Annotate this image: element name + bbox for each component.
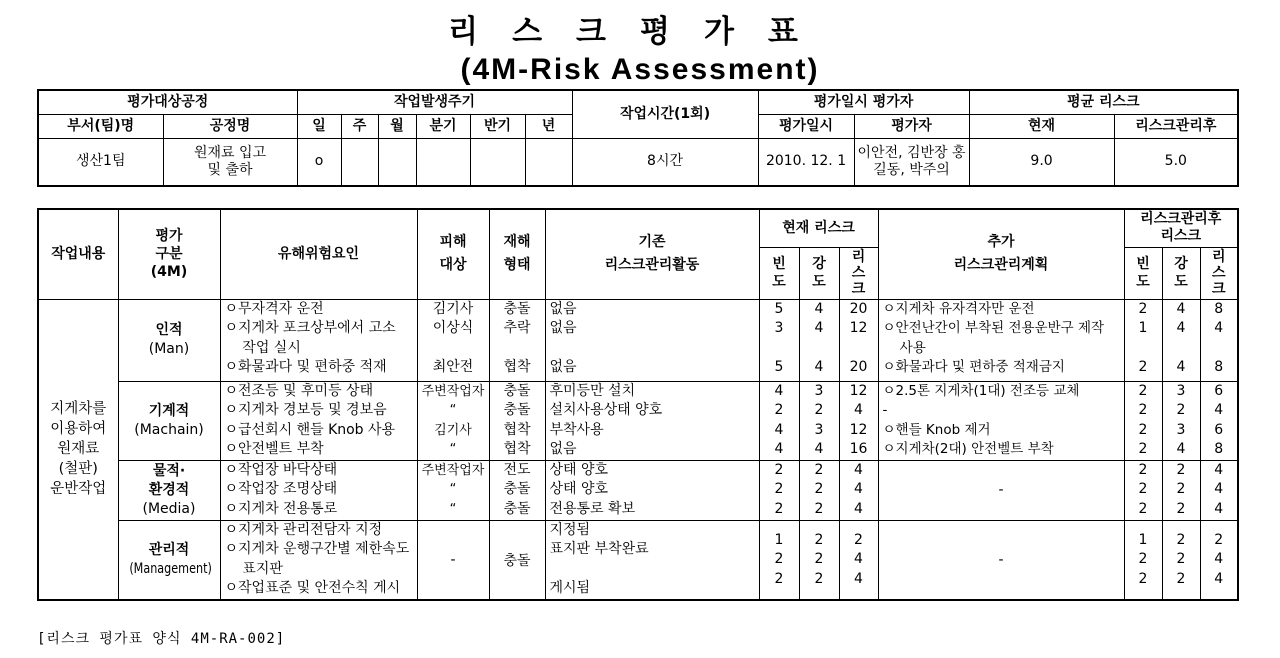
category-machine	[118, 381, 220, 460]
victim-list: -	[417, 520, 489, 600]
cur-sev-list: 2 2 2	[799, 520, 839, 600]
cur-risk-list: 12 4 12 16	[839, 381, 878, 460]
aft-risk-header: 리 스 크	[1200, 247, 1238, 299]
half-header: 반기	[470, 114, 525, 138]
evaluator-header: 평가자	[854, 114, 969, 138]
task-cell: 지게차를 이용하여 원재료 (철판) 운반작업	[38, 299, 118, 600]
category-label: 인적	[155, 322, 183, 338]
existing-list: 없음 없음 없음	[545, 299, 759, 381]
accident-list: 충돌 충돌 협착 협착	[489, 381, 545, 460]
existing-header: 기존 리스크관리활동	[545, 209, 759, 299]
aft-freq-list: 2 1 2	[1124, 299, 1162, 381]
hazard-list: ㅇ전조등 및 후미등 상태 ㅇ지게차 경보등 및 경보음 ㅇ급선회시 핸들 Knob 사용 ㅇ안전벨트 부착	[220, 381, 417, 460]
hazard-list: ㅇ지게차 관리전담자 지정 ㅇ지게차 운행구간별 제한속도 표지판 ㅇ작업표준 및 안전수칙 게시	[220, 520, 417, 600]
after-risk-header: 리스크관리후 리스크	[1124, 209, 1238, 247]
evaluator-value: 이안전, 김반장 홍길동, 박주의	[854, 138, 969, 186]
process-name-header: 공정명	[163, 114, 297, 138]
current-header: 현재	[969, 114, 1114, 138]
cur-risk-list: 2 4 4	[839, 520, 878, 600]
cur-freq-list: 1 2 2	[759, 520, 799, 600]
week-value	[341, 138, 378, 186]
aft-freq-list: 2 2 2	[1124, 460, 1162, 520]
accident-header: 재해 형태	[489, 209, 545, 299]
victim-list: 주변작업자 “ “	[417, 460, 489, 520]
summary-table	[37, 89, 1239, 187]
dept-value: 생산1팀	[38, 138, 163, 186]
cur-freq-list: 5 3 5	[759, 299, 799, 381]
victim-header: 피해 대상	[417, 209, 489, 299]
work-time-header: 작업시간(1회)	[572, 90, 758, 138]
aft-freq-header: 빈 도	[1124, 247, 1162, 299]
form-code-footer: [리스크 평가표 양식 4M-RA-002]	[37, 631, 286, 647]
category-label: 기계적	[148, 402, 190, 419]
week-header: 주	[341, 114, 378, 138]
aft-sev-list: 3 2 3 4	[1162, 381, 1200, 460]
category-sub-label: (Machain)	[134, 421, 204, 438]
day-header: 일	[297, 114, 341, 138]
aft-sev-header: 강 도	[1162, 247, 1200, 299]
aft-risk-list: 8 4 8	[1200, 299, 1238, 381]
cur-freq-list: 2 2 2	[759, 460, 799, 520]
category-management	[118, 520, 220, 600]
aft-risk-list: 4 4 4	[1200, 460, 1238, 520]
process-header: 평가대상공정	[38, 90, 297, 114]
category-header: 평가 구분 (4M)	[118, 209, 220, 299]
cur-sev-header: 강 도	[799, 247, 839, 299]
cycle-header: 작업발생주기	[297, 90, 572, 114]
accident-list: 충돌	[489, 520, 545, 600]
eval-date-header: 평가일시	[758, 114, 854, 138]
aft-sev-list: 4 4 4	[1162, 299, 1200, 381]
category-sub-label: (Media)	[142, 500, 196, 517]
cur-freq-header: 빈 도	[759, 247, 799, 299]
accident-list: 전도 충돌 충돌	[489, 460, 545, 520]
month-value	[378, 138, 416, 186]
aft-sev-list: 2 2 2	[1162, 460, 1200, 520]
after-header: 리스크관리후	[1114, 114, 1238, 138]
cur-sev-list: 3 2 3 4	[799, 381, 839, 460]
category-sub-text: (Management)	[128, 560, 212, 577]
additional-list: -	[878, 460, 1124, 520]
category-media	[118, 460, 220, 520]
cur-sev-list: 2 2 2	[799, 460, 839, 520]
cur-risk-list: 20 12 20	[839, 299, 878, 381]
aft-risk-list: 2 4 4	[1200, 520, 1238, 600]
avg-after-value: 5.0	[1114, 138, 1238, 186]
year-value	[525, 138, 572, 186]
cur-risk-header: 리 스 크	[839, 247, 878, 299]
cur-sev-list: 4 4 4	[799, 299, 839, 381]
quarter-value	[416, 138, 470, 186]
category-man	[118, 299, 220, 381]
avg-current-value: 9.0	[969, 138, 1114, 186]
additional-list: ㅇ2.5톤 지게차(1대) 전조등 교체 - ㅇ핸들 Knob 제거 ㅇ지게차(2대) 안전벨트 부착	[878, 381, 1124, 460]
category-sub-label: (Man)	[148, 341, 190, 357]
process-name-value: 원재료 입고 및 출하	[163, 138, 297, 186]
hazard-header: 유해위험요인	[220, 209, 417, 299]
aft-sev-list: 2 2 2	[1162, 520, 1200, 600]
year-header: 년	[525, 114, 572, 138]
dept-header: 부서(팀)명	[38, 114, 163, 138]
accident-list: 충돌 추락 협착	[489, 299, 545, 381]
month-header: 월	[378, 114, 416, 138]
risk-table	[37, 208, 1239, 601]
page-title: 리스크평가표	[448, 14, 832, 50]
victim-list: 주변작업자 “ 김기사 “	[417, 381, 489, 460]
task-header: 작업내용	[38, 209, 118, 299]
additional-list: ㅇ지게차 유자격자만 운전 ㅇ안전난간이 부착된 전용운반구 제작 사용 ㅇ화물과다 및 편하중 적재금지	[878, 299, 1124, 381]
category-label: 관리적	[148, 541, 190, 558]
additional-header: 추가 리스크관리계획	[878, 209, 1124, 299]
category-label: 물적· 환경적	[148, 462, 190, 498]
victim-list: 김기사 이상식 최안전	[417, 299, 489, 381]
existing-list: 지정됨 표지판 부착완료 게시됨	[545, 520, 759, 600]
category-sub-label	[119, 560, 220, 579]
aft-freq-list: 2 2 2 2	[1124, 381, 1162, 460]
existing-list: 상태 양호 상태 양호 전용통로 확보	[545, 460, 759, 520]
hazard-list: ㅇ작업장 바닥상태 ㅇ작업장 조명상태 ㅇ지게차 전용통로	[220, 460, 417, 520]
cur-risk-list: 4 4 4	[839, 460, 878, 520]
eval-header: 평가일시 평가자	[758, 90, 969, 114]
cur-freq-list: 4 2 4 4	[759, 381, 799, 460]
avg-risk-header: 평균 리스크	[969, 90, 1238, 114]
quarter-header: 분기	[416, 114, 470, 138]
work-time-value: 8시간	[572, 138, 758, 186]
eval-date-value: 2010. 12. 1	[758, 138, 854, 186]
current-risk-header: 현재 리스크	[759, 209, 878, 247]
additional-list: -	[878, 520, 1124, 600]
existing-list: 후미등만 설치 설치사용상태 양호 부착사용 없음	[545, 381, 759, 460]
page-subtitle: (4M-Risk Assessment)	[460, 53, 820, 86]
aft-freq-list: 1 2 2	[1124, 520, 1162, 600]
day-value: o	[297, 138, 341, 186]
half-value	[470, 138, 525, 186]
hazard-list: ㅇ무자격자 운전 ㅇ지게차 포크상부에서 고소 작업 실시 ㅇ화물과다 및 편하중 적재	[220, 299, 417, 381]
aft-risk-list: 6 4 6 8	[1200, 381, 1238, 460]
